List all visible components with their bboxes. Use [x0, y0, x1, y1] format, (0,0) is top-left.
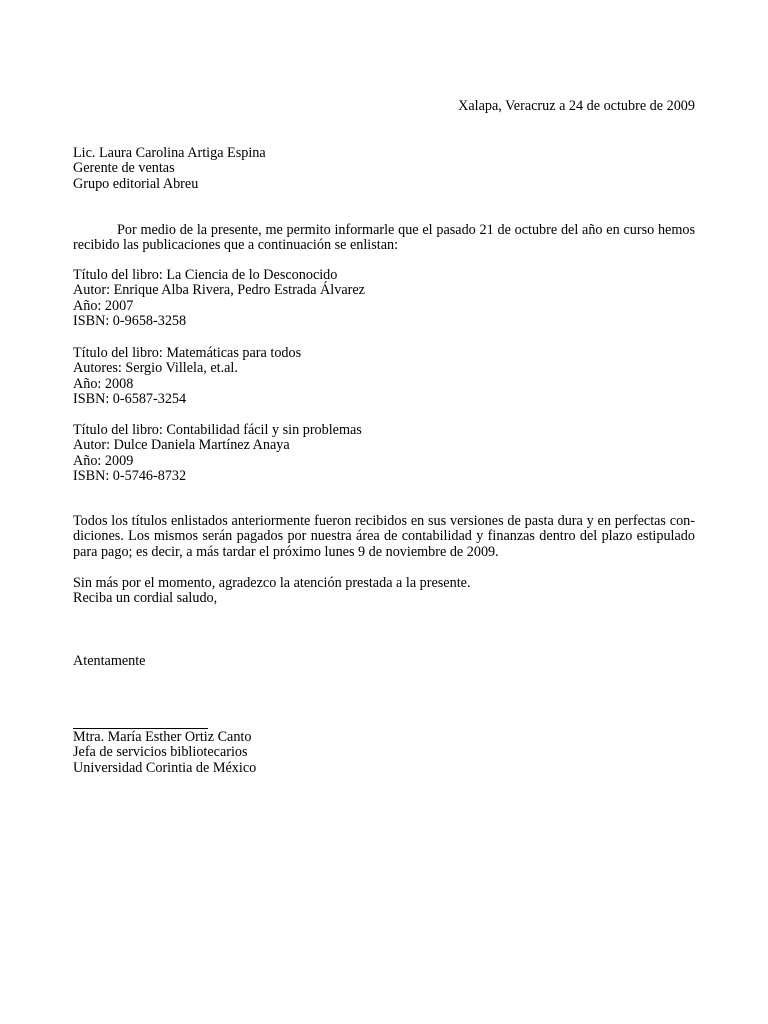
signatory-name: Mtra. María Esther Ortiz Canto [73, 729, 252, 745]
body-paragraph: Todos los títulos enlistados anteriormente fueron recibidos en sus versiones de pasta dura y en perfectas condiciones. Los mismos serán pagados por nuestra área de contabilidad y finanzas dentro del plazo estipulado para pago; es decir, a más tardar el próximo lunes 9 de noviembre de 2009. [73, 513, 695, 560]
book-title: Título del libro: Contabilidad fácil y sin problemas [73, 422, 362, 438]
recipient-company: Grupo editorial Abreu [73, 175, 199, 192]
date-line: Xalapa, Veracruz a 24 de octubre de 2009 [458, 98, 695, 114]
recipient-name: Lic. Laura Carolina Artiga Espina [73, 145, 266, 161]
book-isbn: ISBN: 0-5746-8732 [73, 468, 187, 485]
book-entry [73, 268, 695, 330]
book-year: Año: 2008 [73, 375, 134, 392]
book-year: Año: 2009 [73, 452, 134, 469]
intro-paragraph: Por medio de la presente, me permito informarle que el pasado 21 de octubre del año en curso hemos recibido las publicaciones que a continuación se enlistan: [73, 222, 695, 254]
book-title: Título del libro: La Ciencia de lo Desconocido [73, 267, 338, 283]
book-year: Año: 2007 [73, 297, 134, 314]
signatory-institution: Universidad Corintia de México [73, 759, 257, 776]
signatory-position: Jefa de servicios bibliotecarios [73, 744, 248, 761]
book-entry [73, 346, 695, 408]
book-author: Autor: Dulce Daniela Martínez Anaya [73, 437, 290, 454]
sign-off: Atentamente [73, 653, 146, 669]
recipient-block [73, 146, 695, 192]
book-author: Autor: Enrique Alba Rivera, Pedro Estrada Álvarez [73, 282, 365, 299]
farewell-line: Sin más por el momento, agradezco la atención prestada a la presente. [73, 575, 471, 591]
greeting-line: Reciba un cordial saludo, [73, 590, 218, 607]
book-title: Título del libro: Matemáticas para todos [73, 345, 302, 361]
book-author: Autores: Sergio Villela, et.al. [73, 360, 238, 377]
signatory-block [73, 730, 695, 776]
recipient-position: Gerente de ventas [73, 160, 175, 177]
book-entry [73, 423, 695, 485]
farewell-block [73, 576, 695, 607]
book-isbn: ISBN: 0-9658-3258 [73, 313, 187, 330]
book-isbn: ISBN: 0-6587-3254 [73, 391, 187, 408]
